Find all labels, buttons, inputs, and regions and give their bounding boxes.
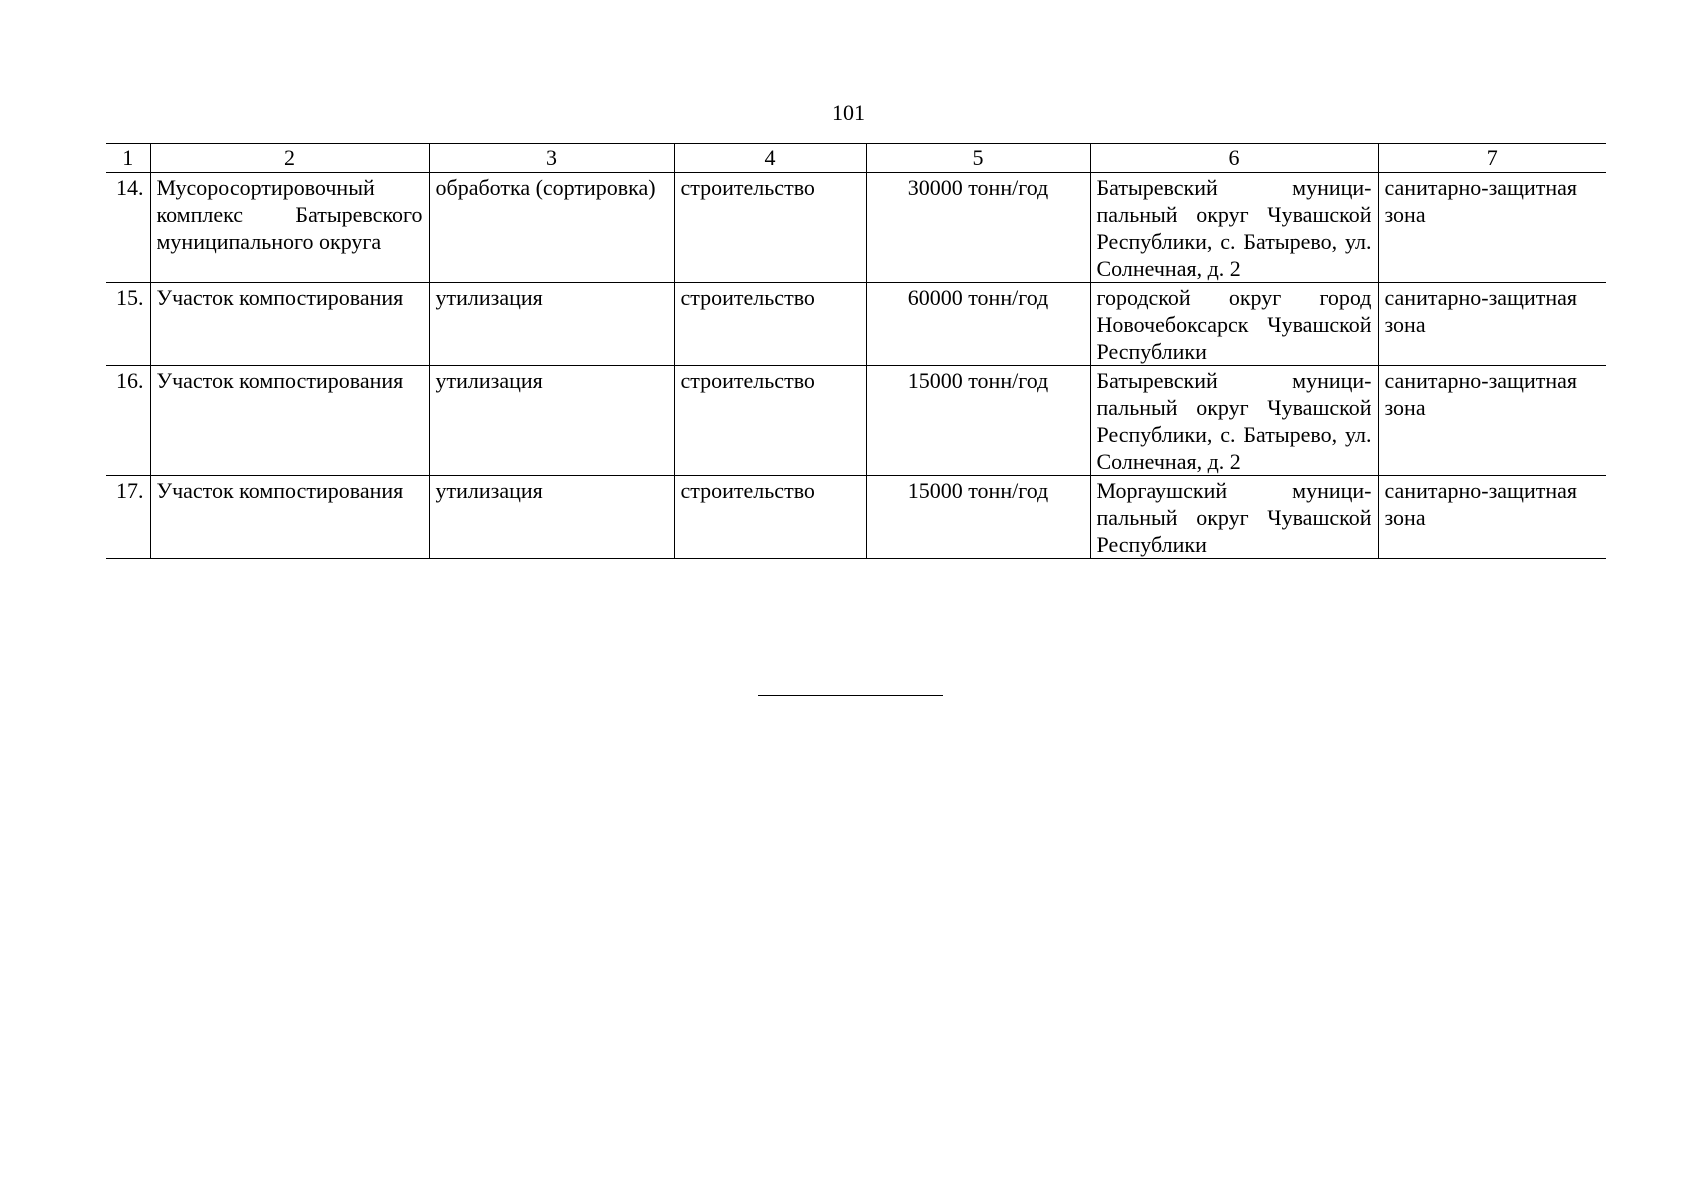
header-cell: 1 <box>106 144 150 173</box>
header-cell: 7 <box>1378 144 1606 173</box>
header-cell: 4 <box>674 144 866 173</box>
facility-status: строительство <box>674 476 866 559</box>
row-number: 15. <box>106 283 150 366</box>
header-cell: 3 <box>429 144 674 173</box>
header-row <box>106 144 1606 173</box>
facility-location: Батыревский муниципальный округ Чувашской Республики, с. Батырево, ул. Солнечная, д. 2 <box>1090 173 1378 283</box>
facility-name: Участок компостирования <box>150 366 429 476</box>
facility-status: строительство <box>674 366 866 476</box>
facility-location: городской округ город Новочебоксарск Чувашской Республики <box>1090 283 1378 366</box>
facility-capacity: 30000 тонн/год <box>866 173 1090 283</box>
facility-purpose: утилизация <box>429 366 674 476</box>
row-number: 14. <box>106 173 150 283</box>
facility-location: Моргаушский муниципальный округ Чувашской Республики <box>1090 476 1378 559</box>
row-number: 17. <box>106 476 150 559</box>
facility-zone: санитарно-защитная зона <box>1378 173 1606 283</box>
table-row <box>106 173 1606 283</box>
facility-purpose: утилизация <box>429 283 674 366</box>
closing-rule <box>758 695 943 696</box>
facility-zone: санитарно-защитная зона <box>1378 476 1606 559</box>
row-number: 16. <box>106 366 150 476</box>
facility-status: строительство <box>674 173 866 283</box>
facility-capacity: 15000 тонн/год <box>866 476 1090 559</box>
facility-name: Мусоросортировочный комплекс Батыревского муниципального округа <box>150 173 429 283</box>
header-cell: 5 <box>866 144 1090 173</box>
table-row <box>106 283 1606 366</box>
facilities-table <box>106 143 1606 559</box>
facility-zone: санитарно-защитная зона <box>1378 366 1606 476</box>
table-row <box>106 366 1606 476</box>
facility-capacity: 15000 тонн/год <box>866 366 1090 476</box>
header-cell: 2 <box>150 144 429 173</box>
header-cell: 6 <box>1090 144 1378 173</box>
table-row <box>106 476 1606 559</box>
facility-name: Участок компостирования <box>150 283 429 366</box>
facility-status: строительство <box>674 283 866 366</box>
facility-zone: санитарно-защитная зона <box>1378 283 1606 366</box>
facility-capacity: 60000 тонн/год <box>866 283 1090 366</box>
facility-name: Участок компостирования <box>150 476 429 559</box>
facility-purpose: утилизация <box>429 476 674 559</box>
facility-purpose: обработка (сортировка) <box>429 173 674 283</box>
page-number: 101 <box>832 100 865 125</box>
facility-location: Батыревский муниципальный округ Чувашской Республики, с. Батырево, ул. Солнечная, д. 2 <box>1090 366 1378 476</box>
